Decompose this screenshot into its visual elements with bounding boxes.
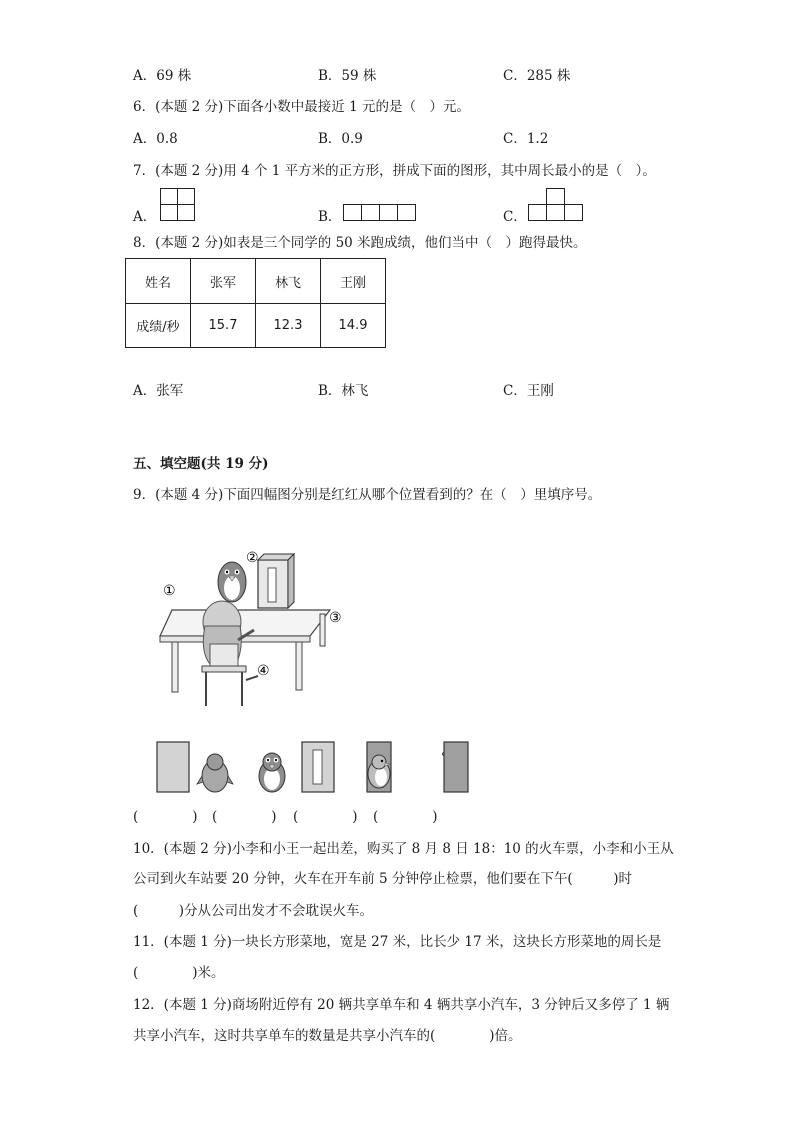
table-cell: 成绩/秒: [126, 304, 191, 348]
q10-line-3: ( )分从公司出发才不会耽误火车。: [133, 903, 374, 919]
q7-option-c: C．: [503, 209, 527, 225]
q10-line-1: 10．(本题 2 分)小李和小王一起出差，购买了 8 月 8 日 18：10 的火车票，小李和小王从: [133, 841, 674, 857]
position-marker-3: ③: [329, 610, 342, 626]
q10-line-2: 公司到火车站要 20 分钟，火车在开车前 5 分钟停止检票，他们要在下午( )时: [133, 871, 632, 887]
square-1x4-figure: [343, 204, 419, 222]
q8-stem: 8．(本题 2 分)如表是三个同学的 50 米跑成绩，他们当中（ ）跑得最快。: [133, 235, 587, 251]
q9-answer-blank-4[interactable]: ( ): [373, 809, 438, 825]
q5-option-b: B．59 株: [318, 68, 377, 84]
section-title: 五、填空题(共 19 分): [133, 456, 269, 472]
table-cell: 张军: [191, 259, 256, 304]
q9-stem: 9．(本题 4 分)下面四幅图分别是红红从哪个位置看到的？在（ ）里填序号。: [133, 487, 602, 503]
q12-line-1: 12．(本题 1 分)商场附近停有 20 辆共享单车和 4 辆共享小汽车，3 分钟后又多停了 1 辆: [133, 997, 670, 1013]
table-cell: 姓名: [126, 259, 191, 304]
q9-answer-blank-2[interactable]: ( ): [212, 809, 277, 825]
q8-option-b: B．林飞: [318, 383, 369, 399]
q7-option-a: A．: [133, 209, 157, 225]
table-cell: 林飞: [256, 259, 321, 304]
girl-at-table-illustration: [150, 540, 370, 710]
q9-answer-blank-1[interactable]: ( ): [133, 809, 198, 825]
q8-option-a: A．张军: [133, 383, 184, 399]
score-table: [125, 258, 386, 348]
q7-stem: 7．(本题 2 分)用 4 个 1 平方米的正方形，拼成下面的图形，其中周长最小的是（ ）。: [133, 163, 656, 179]
q8-option-c: C．王刚: [503, 383, 554, 399]
position-marker-2: ②: [246, 550, 259, 566]
q6-option-a: A．0.8: [133, 131, 178, 147]
q5-option-c: C．285 株: [503, 68, 571, 84]
q9-answer-blank-3[interactable]: ( ): [293, 809, 358, 825]
position-marker-4: ④: [257, 663, 270, 679]
position-marker-1: ①: [163, 583, 176, 599]
q6-stem: 6．(本题 2 分)下面各小数中最接近 1 元的是（ ）元。: [133, 99, 470, 115]
table-row: [126, 259, 386, 304]
table-cell: 15.7: [191, 304, 256, 348]
q7-option-b: B．: [318, 209, 342, 225]
square-t-shape-figure: [528, 188, 586, 222]
q11-line-2: ( )米。: [133, 965, 225, 981]
table-cell: 14.9: [321, 304, 386, 348]
view-pictures-row: [155, 740, 475, 796]
table-cell: 12.3: [256, 304, 321, 348]
q12-line-2: 共享小汽车，这时共享单车的数量是共享小汽车的( )倍。: [133, 1028, 522, 1044]
square-2x2-figure: [160, 188, 198, 222]
q6-option-b: B．0.9: [318, 131, 363, 147]
q6-option-c: C．1.2: [503, 131, 549, 147]
q5-option-a: A．69 株: [133, 68, 192, 84]
table-row: [126, 304, 386, 348]
table-cell: 王刚: [321, 259, 386, 304]
q11-line-1: 11．(本题 1 分)一块长方形菜地，宽是 27 米，比长少 17 米，这块长方形菜地的周长是: [133, 934, 662, 950]
